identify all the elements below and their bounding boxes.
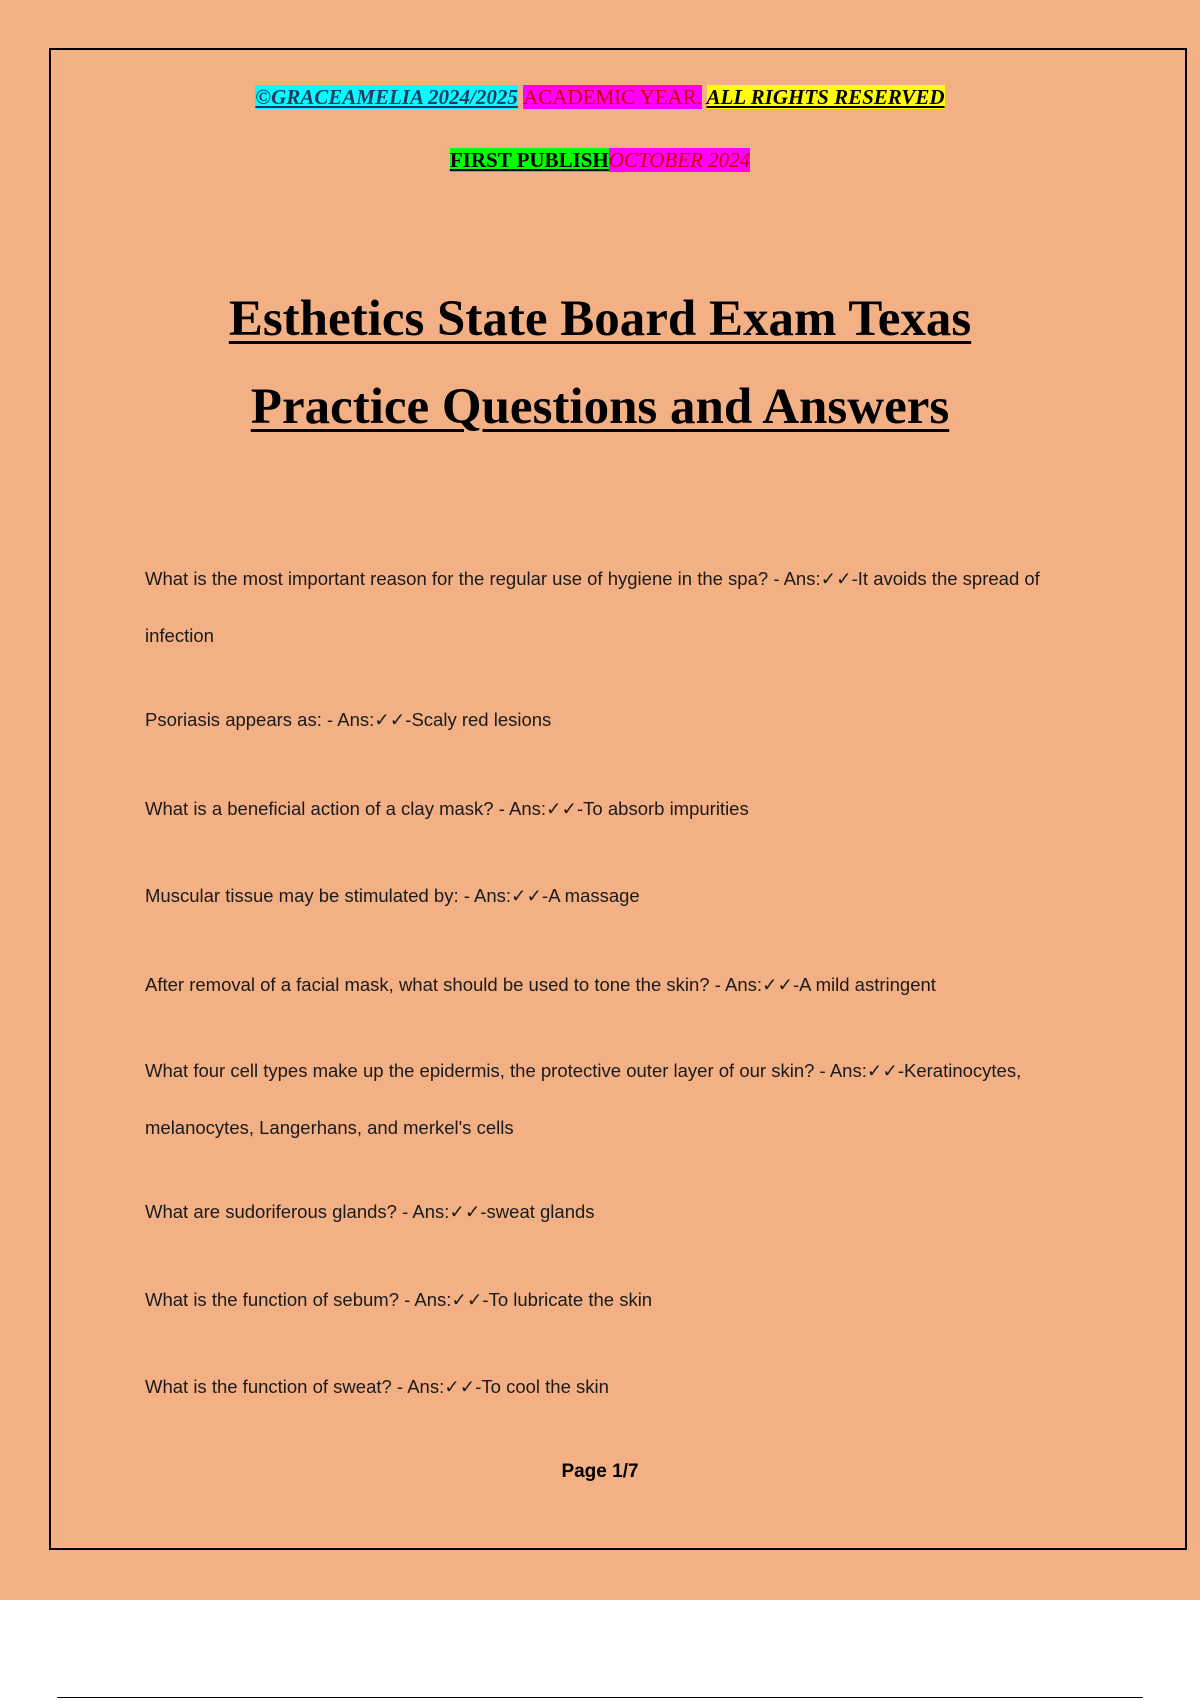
publish-date-text: OCTOBER 2024 (608, 148, 751, 172)
qa-item: What is the most important reason for the regular use of hygiene in the spa? - Ans:✓✓-It avoids the spread of infection (145, 568, 1040, 646)
qa-item: After removal of a facial mask, what should be used to tone the skin? - Ans:✓✓-A mild astringent (145, 974, 936, 995)
first-publish-text: FIRST PUBLISH (449, 148, 609, 172)
document-title-line-2: Practice Questions and Answers (250, 379, 950, 435)
publish-line (0, 147, 1200, 173)
qa-item: What are sudoriferous glands? - Ans:✓✓-sweat glands (145, 1201, 595, 1222)
qa-item: What four cell types make up the epidermis, the protective outer layer of our skin? - Ans:✓✓-Keratinocytes, melanocytes, Langerhans, and merkel's cells (145, 1060, 1022, 1138)
footer-divider (57, 1697, 1143, 1698)
copyright-text: ©GRACEAMELIA 2024/2025 (255, 85, 518, 109)
copyright-line (0, 84, 1200, 110)
qa-item: Muscular tissue may be stimulated by: - Ans:✓✓-A massage (145, 885, 640, 906)
qa-item: What is the function of sweat? - Ans:✓✓-To cool the skin (145, 1376, 609, 1397)
academic-year-text: ACADEMIC YEAR. (523, 85, 703, 109)
qa-item: What is the function of sebum? - Ans:✓✓-To lubricate the skin (145, 1289, 653, 1310)
qa-item: Psoriasis appears as: - Ans:✓✓-Scaly red lesions (145, 709, 552, 730)
rights-text: ALL RIGHTS RESERVED (706, 85, 945, 109)
qa-item: What is a beneficial action of a clay mask? - Ans:✓✓-To absorb impurities (145, 798, 749, 819)
document-title-line-1: Esthetics State Board Exam Texas (228, 291, 972, 347)
page-number: Page 1/7 (561, 1461, 639, 1482)
